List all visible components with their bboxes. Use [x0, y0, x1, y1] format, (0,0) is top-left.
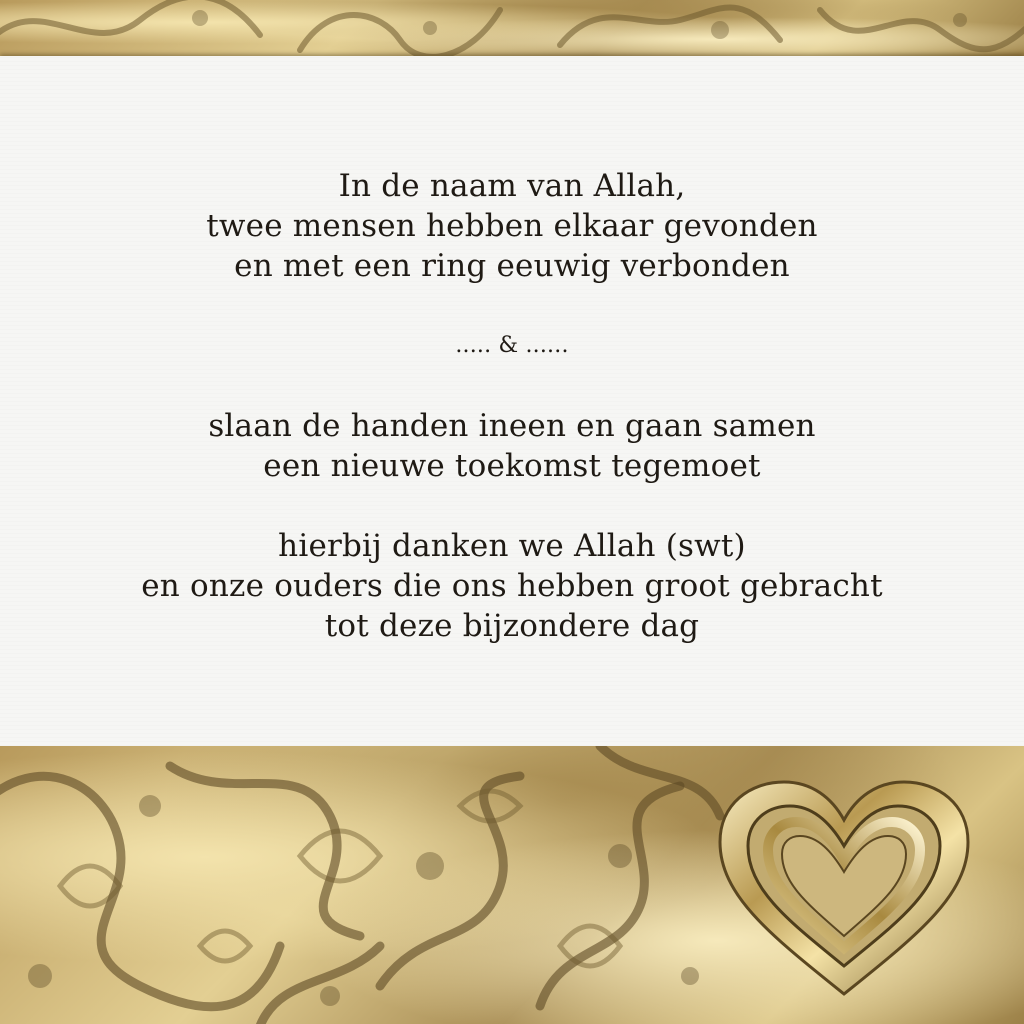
verse-line-5: een nieuwe toekomst tegemoet — [263, 448, 761, 484]
verse-spacer — [0, 286, 1024, 326]
couple-names-placeholder: ..... & ...... — [455, 333, 569, 358]
invitation-card — [0, 56, 1024, 746]
verse-line-8: tot deze bijzondere dag — [324, 608, 700, 644]
gold-paisley-border-top — [0, 0, 1024, 56]
verse-line-7: en onze ouders die ons hebben groot gebracht — [141, 568, 883, 604]
gold-heart-icon — [712, 776, 976, 1002]
verse-line-2: twee mensen hebben elkaar gevonden — [206, 208, 818, 244]
verse-spacer — [0, 366, 1024, 406]
verse-line-3: en met een ring eeuwig verbonden — [234, 248, 790, 284]
invitation-verse — [0, 166, 1024, 646]
verse-line-6: hierbij danken we Allah (swt) — [278, 528, 746, 564]
verse-spacer — [0, 486, 1024, 526]
paisley-pattern-top — [0, 0, 1024, 56]
verse-line-4: slaan de handen ineen en gaan samen — [208, 408, 816, 444]
verse-line-1: In de naam van Allah, — [338, 168, 686, 204]
